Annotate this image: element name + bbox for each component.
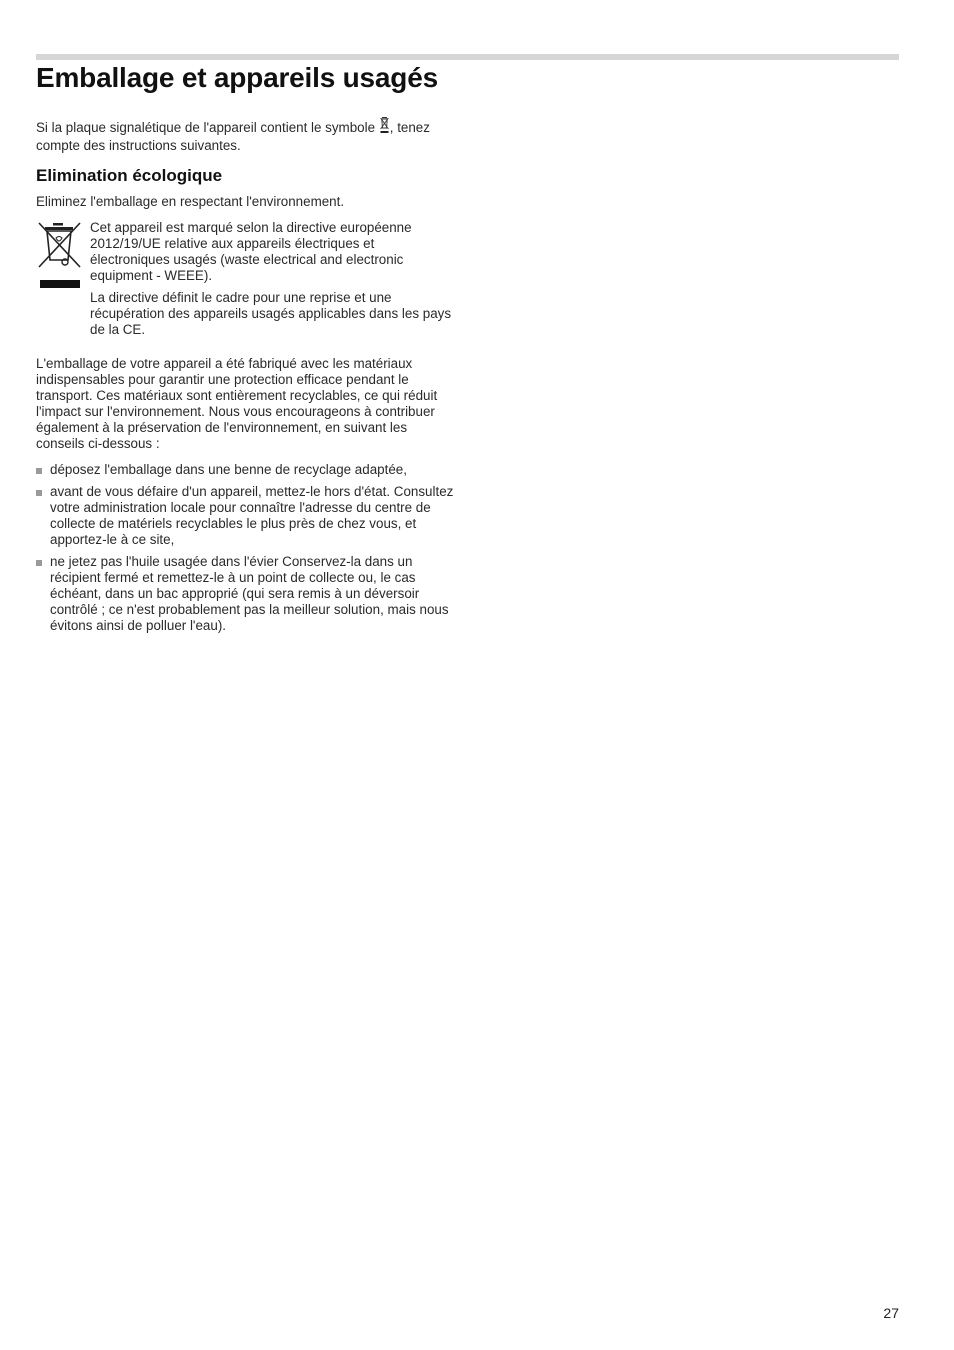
header-rule: [36, 54, 899, 60]
list-item-text: ne jetez pas l'huile usagée dans l'évier Conservez-la dans un récipient fermé et remettez-le à un point de collecte ou, le cas échéant, dans un bac approprié (qui sera remis à un déversoir contrôlé ; ce n'est probablement pas la meilleur solution, mais nous évitons ainsi de polluer l'eau).: [50, 554, 449, 633]
packaging-paragraph: L'emballage de votre appareil a été fabriqué avec les matériaux indispensables pour garantir une protection efficace pendant le transport. Ces matériaux sont entièrement recyclables, ce qui réduit l'impact sur l'environnement. Nous vous encourageons à contribuer également à la préservation de l'environnement, en suivant les conseils ci-dessous :: [36, 356, 438, 451]
weee-notice: [36, 220, 456, 338]
intro-paragraph: [36, 116, 456, 154]
page-number: 27: [883, 1305, 899, 1321]
bullet-icon: [36, 560, 42, 566]
weee-text: [90, 220, 454, 338]
intro-text-before: Si la plaque signalétique de l'appareil contient le symbole: [36, 120, 379, 135]
list-item: [36, 554, 456, 634]
weee-paragraph: La directive définit le cadre pour une reprise et une récupération des appareils usagés applicables dans les pays de la CE.: [90, 290, 452, 337]
list-item: [36, 462, 456, 478]
crossed-out-bin-icon: [380, 116, 389, 138]
bullet-icon: [36, 468, 42, 474]
crossed-out-wheelie-bin-icon: [36, 220, 90, 294]
section-title: Elimination écologique: [36, 166, 223, 185]
advice-list: [36, 462, 456, 634]
content-column: [36, 116, 456, 640]
weee-paragraph: Cet appareil est marqué selon la directive européenne 2012/19/UE relative aux appareils électriques et électroniques usagés (waste electrical and electronic equipment - WEEE).: [90, 220, 412, 283]
list-item-text: déposez l'emballage dans une benne de recyclage adaptée,: [50, 462, 407, 477]
page-title: Emballage et appareils usagés: [36, 62, 438, 93]
intro-text-after: , tenez compte des instructions suivantes.: [36, 120, 430, 153]
bullet-icon: [36, 490, 42, 496]
list-item: [36, 484, 456, 548]
section-lead: Eliminez l'emballage en respectant l'environnement.: [36, 194, 345, 209]
list-item-text: avant de vous défaire d'un appareil, mettez-le hors d'état. Consultez votre administration locale pour connaître l'adresse du centre de collecte de matériels recyclables le plus près de chez vous, et apportez-le à ce site,: [50, 484, 454, 547]
